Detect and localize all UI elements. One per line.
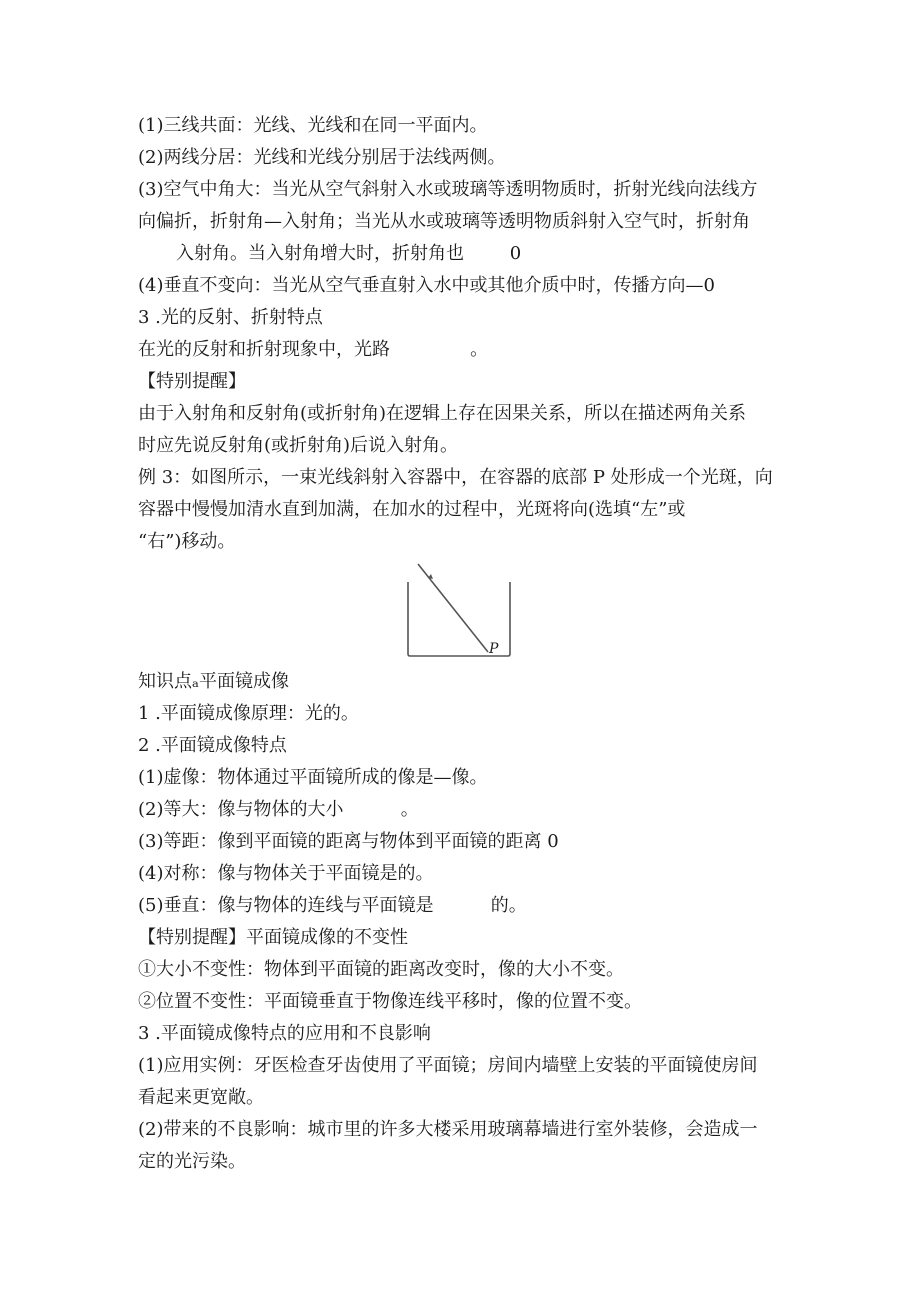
line-15: 知识点ₐ平面镜成像 bbox=[138, 671, 289, 692]
line-1: (1)三线共面：光线、光线和在同一平面内。 bbox=[138, 115, 488, 136]
line-19: (2)等大：像与物体的大小 。 bbox=[138, 799, 419, 820]
line-30: 定的光污染。 bbox=[138, 1151, 246, 1172]
line-22: (5)垂直：像与物体的连线与平面镜是 的。 bbox=[138, 895, 527, 916]
line-3: (3)空气中角大：当光从空气斜射入水或玻璃等透明物质时，折射光线向法线方 bbox=[138, 179, 758, 200]
line-20: (3)等距：像到平面镜的距离与物体到平面镜的距离 0 bbox=[138, 831, 559, 852]
line-7: 3 .光的反射、折射特点 bbox=[138, 307, 323, 328]
line-6: (4)垂直不变向：当光从空气垂直射入水中或其他介质中时，传播方向—0 bbox=[138, 275, 715, 296]
line-21: (4)对称：像与物体关于平面镜是的。 bbox=[138, 863, 434, 884]
line-18: (1)虚像：物体通过平面镜所成的像是—像。 bbox=[138, 767, 488, 788]
line-16: 1 .平面镜成像原理：光的。 bbox=[138, 703, 359, 724]
light-ray bbox=[418, 564, 488, 652]
line-11: 时应先说反射角(或折射角)后说入射角。 bbox=[138, 435, 459, 456]
line-10: 由于入射角和反射角(或折射角)在逻辑上存在因果关系，所以在描述两角关系 bbox=[138, 403, 747, 424]
line-24: ①大小不变性：物体到平面镜的距离改变时，像的大小不变。 bbox=[138, 959, 624, 980]
line-13: 容器中慢慢加清水直到加满，在加水的过程中，光斑将向(选填“左”或 bbox=[138, 499, 686, 520]
line-9: 【特别提醒】 bbox=[138, 371, 246, 392]
point-p-label: P bbox=[489, 641, 499, 657]
line-27: (1)应用实例：牙医检查牙齿使用了平面镜；房间内墙壁上安装的平面镜使房间 bbox=[138, 1055, 758, 1076]
line-4: 向偏折，折射角—入射角；当光从水或玻璃等透明物质斜射入空气时，折射角 bbox=[138, 211, 750, 232]
line-5: 入射角。当入射角增大时，折射角也 0 bbox=[176, 243, 522, 264]
line-26: 3 .平面镜成像特点的应用和不良影响 bbox=[138, 1023, 431, 1044]
container-diagram bbox=[400, 560, 516, 660]
line-23: 【特别提醒】平面镜成像的不变性 bbox=[138, 927, 408, 948]
line-29: (2)带来的不良影响：城市里的许多大楼采用玻璃幕墙进行室外装修，会造成一 bbox=[138, 1119, 758, 1140]
container-figure bbox=[400, 560, 516, 660]
line-2: (2)两线分居：光线和光线分别居于法线两侧。 bbox=[138, 147, 506, 168]
line-12: 例 3：如图所示，一束光线斜射入容器中，在容器的底部 P 处形成一个光斑，向 bbox=[138, 467, 773, 488]
line-8: 在光的反射和折射现象中，光路 。 bbox=[138, 339, 489, 360]
line-28: 看起来更宽敞。 bbox=[138, 1087, 264, 1108]
line-25: ②位置不变性：平面镜垂直于物像连线平移时，像的位置不变。 bbox=[138, 991, 642, 1012]
line-14: “右”)移动。 bbox=[138, 531, 236, 552]
line-17: 2 .平面镜成像特点 bbox=[138, 735, 287, 756]
